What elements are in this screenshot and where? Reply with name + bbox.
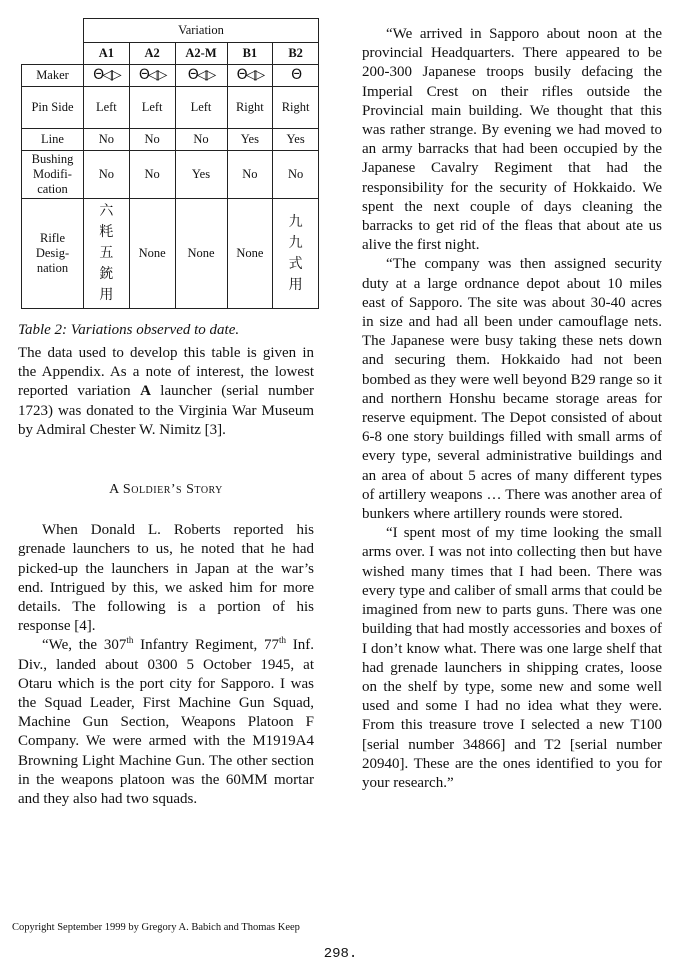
table-cell: Left [129, 87, 175, 129]
table-cell: Θ◁▷ [129, 65, 175, 87]
table-cell: Left [175, 87, 227, 129]
text: Inf. Div., landed about 0300 5 October 1945, at Otaru which is the port city for Sapporo. I was the Squad Leader, First Machine Gun Squad, Machine Gun Section, Weapons Platoon F Company. We were armed with the M1919A4 Browning Light Machine Gun. The other section in the weapons platoon was the 60MM mortar and they also had two squads. [18, 637, 314, 808]
appendix-paragraph: The data used to develop this table is given in the Appendix. As a note of interest, the lowest reported variation A launcher (serial number 1723) was donated to the Virginia War Museum by Admiral Chester W. Nimitz [3]. [18, 345, 314, 438]
superscript: th [126, 635, 134, 646]
table-cell: None [227, 199, 273, 309]
table-corner [22, 43, 84, 65]
kanji-char: 五 [99, 245, 114, 261]
table-group-header: Variation [84, 19, 319, 43]
table-cell: Θ◁▷ [84, 65, 130, 87]
table-cell: No [84, 151, 130, 199]
kanji-char: 九 [288, 213, 303, 230]
column-header: B2 [273, 43, 319, 65]
table-cell: Yes [273, 129, 319, 151]
table-row [22, 151, 319, 199]
right-column [362, 25, 662, 793]
table-caption: Table 2: Variations observed to date. [18, 322, 240, 338]
text: Infantry Regiment, 77 [133, 637, 279, 654]
column-header: A1 [84, 43, 130, 65]
table-cell: Yes [227, 129, 273, 151]
table-cell: Θ [273, 65, 319, 87]
bold-variation: A [140, 383, 151, 400]
left-column [18, 330, 314, 809]
quote-paragraph [18, 636, 314, 809]
table-header-row [22, 43, 319, 65]
paragraph: When Donald L. Roberts reported his grenade launchers to us, he noted that he had picked-up the launchers in Japan at the war’s end. Intrigued by this, we asked him for more details. The following is a portion of his response [4]. [18, 522, 314, 635]
table-cell: No [273, 151, 319, 199]
table-cell: None [175, 199, 227, 309]
table-row [22, 129, 319, 151]
row-label: Maker [22, 65, 84, 87]
table-cell: Left [84, 87, 130, 129]
quote-paragraph: “The company was then assigned security duty at a large ordnance depot about 10 miles east of Sapporo. The site was about 30-40 acres in size and had all been under camouflage nets. The Japanese were busy taking these nets down and securing them. Hokkaido had not been bombed as they were well beyond B29 range so it and northern Honshu became storage areas for reserve equipment. The Depot consisted of about 6-8 one story buildings filled with small arms of every type, several administrative buildings and an area of about 5 acres of many different types of artillery weapons … There was another area of bunkers where artillery rounds were stored. [362, 256, 662, 523]
column-header: B1 [227, 43, 273, 65]
table-cell: Yes [175, 151, 227, 199]
kanji-char: 六 [99, 203, 114, 219]
table-cell: No [84, 129, 130, 151]
kanji-char: 銃 [99, 266, 114, 282]
kanji-char: 九 [288, 234, 303, 251]
table-cell: Right [273, 87, 319, 129]
table-cell: No [129, 151, 175, 199]
copyright: Copyright September 1999 by Gregory A. Babich and Thomas Keep [12, 922, 300, 933]
kanji-char: 用 [288, 276, 303, 293]
table-cell [84, 199, 130, 309]
quote-paragraph: “I spent most of my time looking the small arms over. I was not into collecting then but have wished many times that I had been. There was every type and caliber of small arms that could be imagined from new to parts guns. There was one building that had mostly accessories and boxes of I don’t know what. There was one large shelf that had grenade launchers in shipping crates, loose on the shelf by type, some new and some well used and some I had no idea what they were. From this treasure trove I selected a new T100 [serial number 34866] and T2 [serial number 20940]. These are the ones identified to you for your research.” [362, 525, 662, 791]
table-cell: Θ◁▷ [175, 65, 227, 87]
table-cell: None [129, 199, 175, 309]
page-number: 298. [323, 946, 358, 962]
kanji-char: 式 [288, 255, 303, 272]
kanji-char: 粍 [99, 224, 114, 240]
kanji-char: 用 [99, 287, 114, 303]
row-label: Pin Side [22, 87, 84, 129]
variations-table [21, 18, 319, 309]
table-cell [273, 199, 319, 309]
table-row [22, 199, 319, 309]
superscript: th [278, 635, 286, 646]
table-cell: Right [227, 87, 273, 129]
row-label: Line [22, 129, 84, 151]
table-row [22, 65, 319, 87]
column-header: A2 [129, 43, 175, 65]
row-label: Bushing Modifi- cation [22, 151, 84, 199]
column-header: A2-M [175, 43, 227, 65]
table-cell: No [129, 129, 175, 151]
table-cell: Θ◁▷ [227, 65, 273, 87]
table-cell: No [175, 129, 227, 151]
row-label: Rifle Desig- nation [22, 199, 84, 309]
section-title: A Soldier’s Story [109, 482, 223, 498]
text: “We, the 307 [42, 637, 127, 654]
table-row [22, 87, 319, 129]
table-corner [22, 19, 84, 43]
paragraph [18, 344, 314, 440]
table-cell: No [227, 151, 273, 199]
quote-paragraph: “We arrived in Sapporo about noon at the provincial Headquarters. There appeared to be 200-300 Japanese troops busily defacing the Imperial Crest on their rifles outside the Provincial main building. We thought that this was rather strange. By evening we had moved to an army barracks that had been occupied by the Japanese Cavalry Regiment that had the responsibility for the security of Hokkaido. We spent the next couple of days cleaning the barracks to get rid of the fleas that about ate us alive the first night. [362, 26, 662, 254]
